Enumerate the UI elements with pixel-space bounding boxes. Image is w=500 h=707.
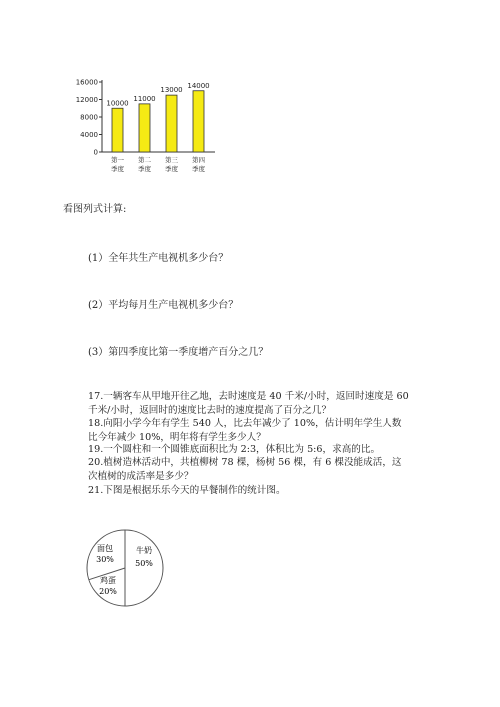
- y-tick-label: 4000: [80, 131, 98, 139]
- bar: [166, 95, 177, 152]
- bar: [139, 104, 150, 152]
- y-tick-label: 12000: [75, 96, 98, 104]
- category-label-line2: 季度: [192, 165, 205, 173]
- category-label-line2: 季度: [165, 165, 178, 173]
- bar-value-label: 13000: [160, 86, 183, 95]
- pie-pct-milk: 50%: [135, 559, 153, 568]
- pie-chart: [80, 523, 170, 617]
- bar: [112, 108, 123, 152]
- category-label-line2: 季度: [111, 165, 124, 173]
- y-tick-label: 8000: [80, 113, 98, 122]
- bar-chart-svg: [70, 70, 220, 190]
- pie-label-egg: 鸡蛋: [100, 576, 116, 585]
- y-tick-label: 16000: [75, 78, 98, 87]
- bar-value-label: 10000: [106, 99, 129, 108]
- category-label-line2: 季度: [138, 165, 151, 173]
- pie-label-milk: 牛奶: [136, 546, 152, 555]
- intro-text: 看图列式计算:: [63, 204, 127, 215]
- bar-chart: [70, 70, 220, 190]
- problem-21: 21.下图是根据乐乐今天的早餐制作的统计图。: [88, 485, 286, 496]
- category-label-line1: 第二: [138, 156, 151, 164]
- category-label-line1: 第四: [192, 156, 205, 164]
- problem-18: 18.向阳小学今年有学生 540 人，比去年减少了 10%，估计明年学生人数比今年减少 10%，明年将有学生多少人？: [88, 418, 402, 443]
- bar-value-label: 14000: [187, 81, 210, 90]
- bar: [193, 91, 204, 152]
- category-label-line1: 第三: [165, 156, 178, 164]
- pie-pct-bread: 30%: [96, 555, 114, 564]
- y-tick-label: 0: [93, 148, 98, 157]
- problem-20: 20.植树造林活动中，共植柳树 78 棵，杨树 56 棵，有 6 棵没能成活，这次植树的成活率是多少？: [88, 457, 402, 482]
- category-label-line1: 第一: [111, 156, 124, 164]
- bar-value-label: 11000: [133, 94, 156, 103]
- pie-chart-svg: [80, 523, 170, 613]
- pie-pct-egg: 20%: [99, 587, 117, 596]
- question-1: (1）全年共生产电视机多少台？: [88, 253, 229, 264]
- question-2: (2）平均每月生产电视机多少台？: [88, 300, 239, 311]
- problem-17: 17.一辆客车从甲地开往乙地，去时速度是 40 千米/小时，返回时速度是 60 千米/小时，返回时的速度比去时的速度提高了百分之几？: [88, 391, 409, 416]
- question-3: (3）第四季度比第一季度增产百分之几？: [88, 347, 269, 358]
- pie-label-bread: 面包: [97, 544, 113, 553]
- problem-19: 19.一个圆柱和一个圆锥底面积比为 2:3，体积比为 5:6，求高的比。: [88, 444, 381, 455]
